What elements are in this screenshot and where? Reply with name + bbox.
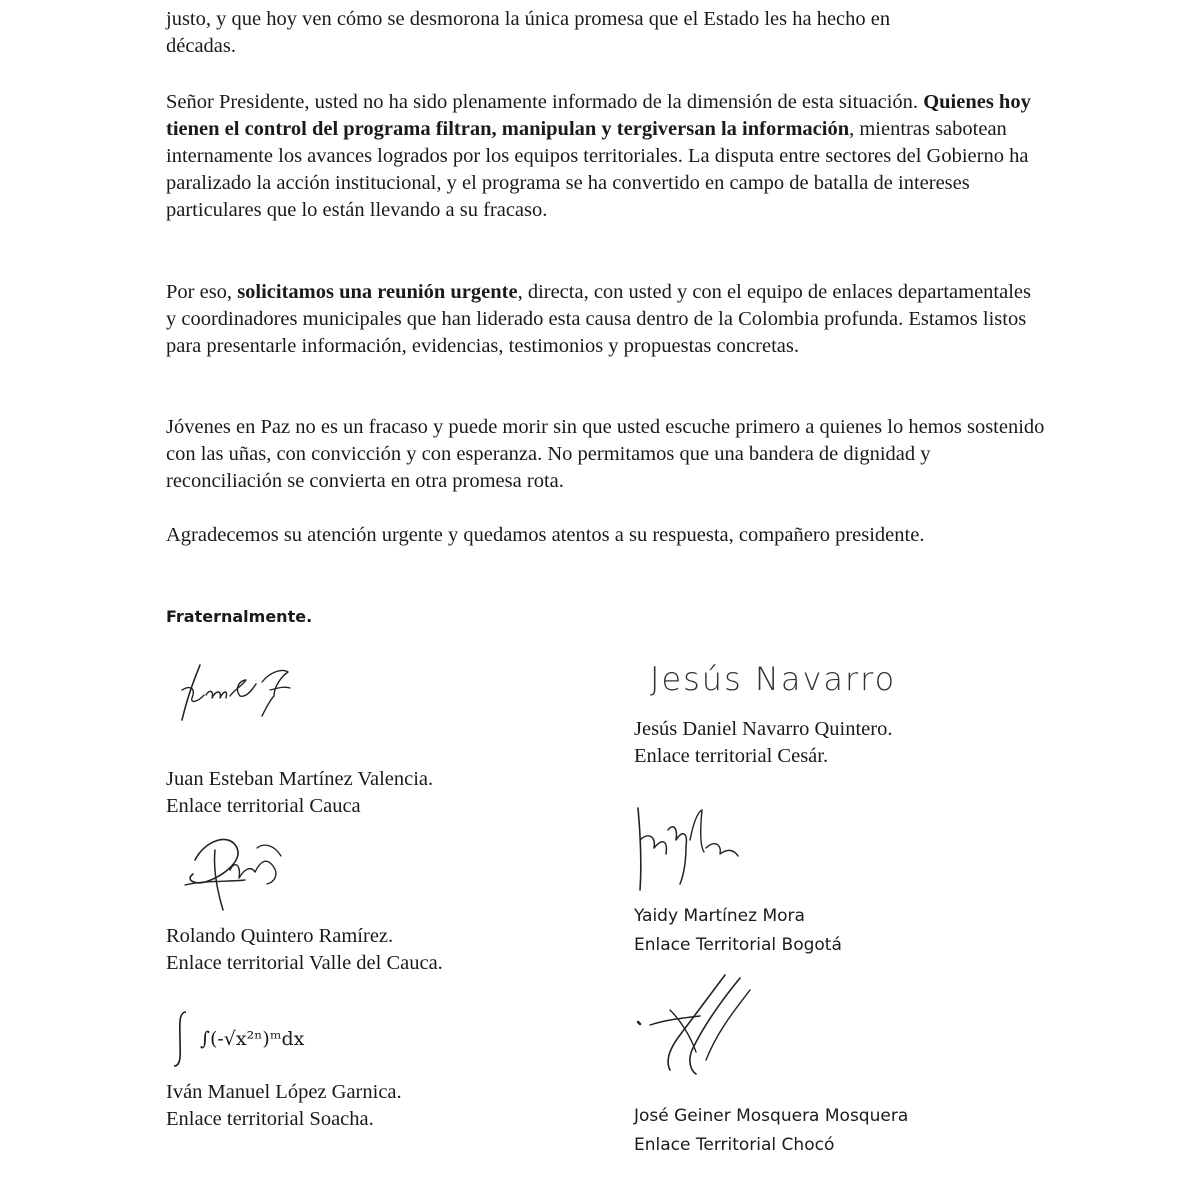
paragraph-2-bold: Quienes hoy tienen el control del programa filtran, manipulan y tergiversan la información <box>166 91 1031 140</box>
paragraph-5 <box>166 522 1046 549</box>
signer-quintero-ramirez <box>166 923 443 977</box>
signature-yaidy-martinez <box>628 800 748 895</box>
signer-role: Enlace territorial Soacha. <box>166 1108 374 1130</box>
paragraph-1-line-2: décadas. <box>166 35 236 57</box>
paragraph-2-intro: Señor Presidente, usted no ha sido plenamente informado de la dimensión de esta situación. <box>166 91 919 113</box>
paragraph-3 <box>166 279 1046 360</box>
signature-juan-esteban <box>170 650 310 730</box>
signer-name: Jesús Daniel Navarro Quintero. <box>634 718 893 740</box>
paragraph-4 <box>166 414 1046 495</box>
paragraph-3-bold: solicitamos una reunión urgente <box>237 281 518 303</box>
signer-role: Enlace territorial Cauca <box>166 795 361 817</box>
paragraph-1 <box>166 6 1046 60</box>
signer-mosquera-mosquera <box>634 1102 908 1160</box>
closing-salutation: Fraternalmente. <box>166 607 313 626</box>
paragraph-1-line-1: justo, y que hoy ven cómo se desmorona la única promesa que el Estado les ha hecho en <box>166 8 891 30</box>
signer-name: Iván Manuel López Garnica. <box>166 1081 402 1103</box>
signature-math-formula: ∫(-√x²ⁿ)ᵐdx <box>200 1028 305 1050</box>
paragraph-3-intro: Por eso, <box>166 281 238 303</box>
signer-role: Enlace territorial Cesár. <box>634 745 829 767</box>
signature-jesus-navarro: Jesús Navarro <box>650 660 897 698</box>
paragraph-4-text: Jóvenes en Paz no es un fracaso y puede morir sin que usted escuche primero a quienes lo hemos sostenido con las uñas, con convicción y con esperanza. No permitamos que una bandera de dignidad y reconciliación se convierta en otra promesa rota. <box>166 416 1045 492</box>
signer-martinez-valencia <box>166 766 433 820</box>
signature-rolando-quintero <box>175 830 295 915</box>
signer-navarro <box>634 716 892 770</box>
paragraph-3-rest: , directa, con usted y con el equipo de enlaces departamentales y coordinadores municipales que han liderado esta causa dentro de la Colombia profunda. Estamos listos para presentarle información, evidencias, testimonios y propuestas concretas. <box>166 281 1031 357</box>
signature-jose-mosquera <box>630 970 760 1080</box>
integral-sign-icon <box>168 1008 194 1070</box>
paragraph-5-text: Agradecemos su atención urgente y quedamos atentos a su respuesta, compañero presidente. <box>166 524 925 546</box>
signer-role: Enlace Territorial Bogotá <box>634 935 842 955</box>
signer-role: Enlace Territorial Chocó <box>634 1135 835 1155</box>
signer-role: Enlace territorial Valle del Cauca. <box>166 952 443 974</box>
signer-martinez-mora <box>634 902 842 960</box>
signer-name: José Geiner Mosquera Mosquera <box>634 1106 909 1126</box>
signer-name: Rolando Quintero Ramírez. <box>166 925 394 947</box>
paragraph-2-rest: , mientras sabotean internamente los avances logrados por los equipos territoriales. La disputa entre sectores del Gobierno ha paralizado la acción institucional, y el programa se ha convertido en campo de batalla de intereses particulares que lo están llevando a su fracaso. <box>166 118 1029 221</box>
signature-ivan-lopez <box>168 1008 304 1070</box>
signer-name: Juan Esteban Martínez Valencia. <box>166 768 434 790</box>
signer-name: Yaidy Martínez Mora <box>634 906 805 926</box>
signer-lopez-garnica <box>166 1079 402 1133</box>
paragraph-2 <box>166 89 1046 224</box>
